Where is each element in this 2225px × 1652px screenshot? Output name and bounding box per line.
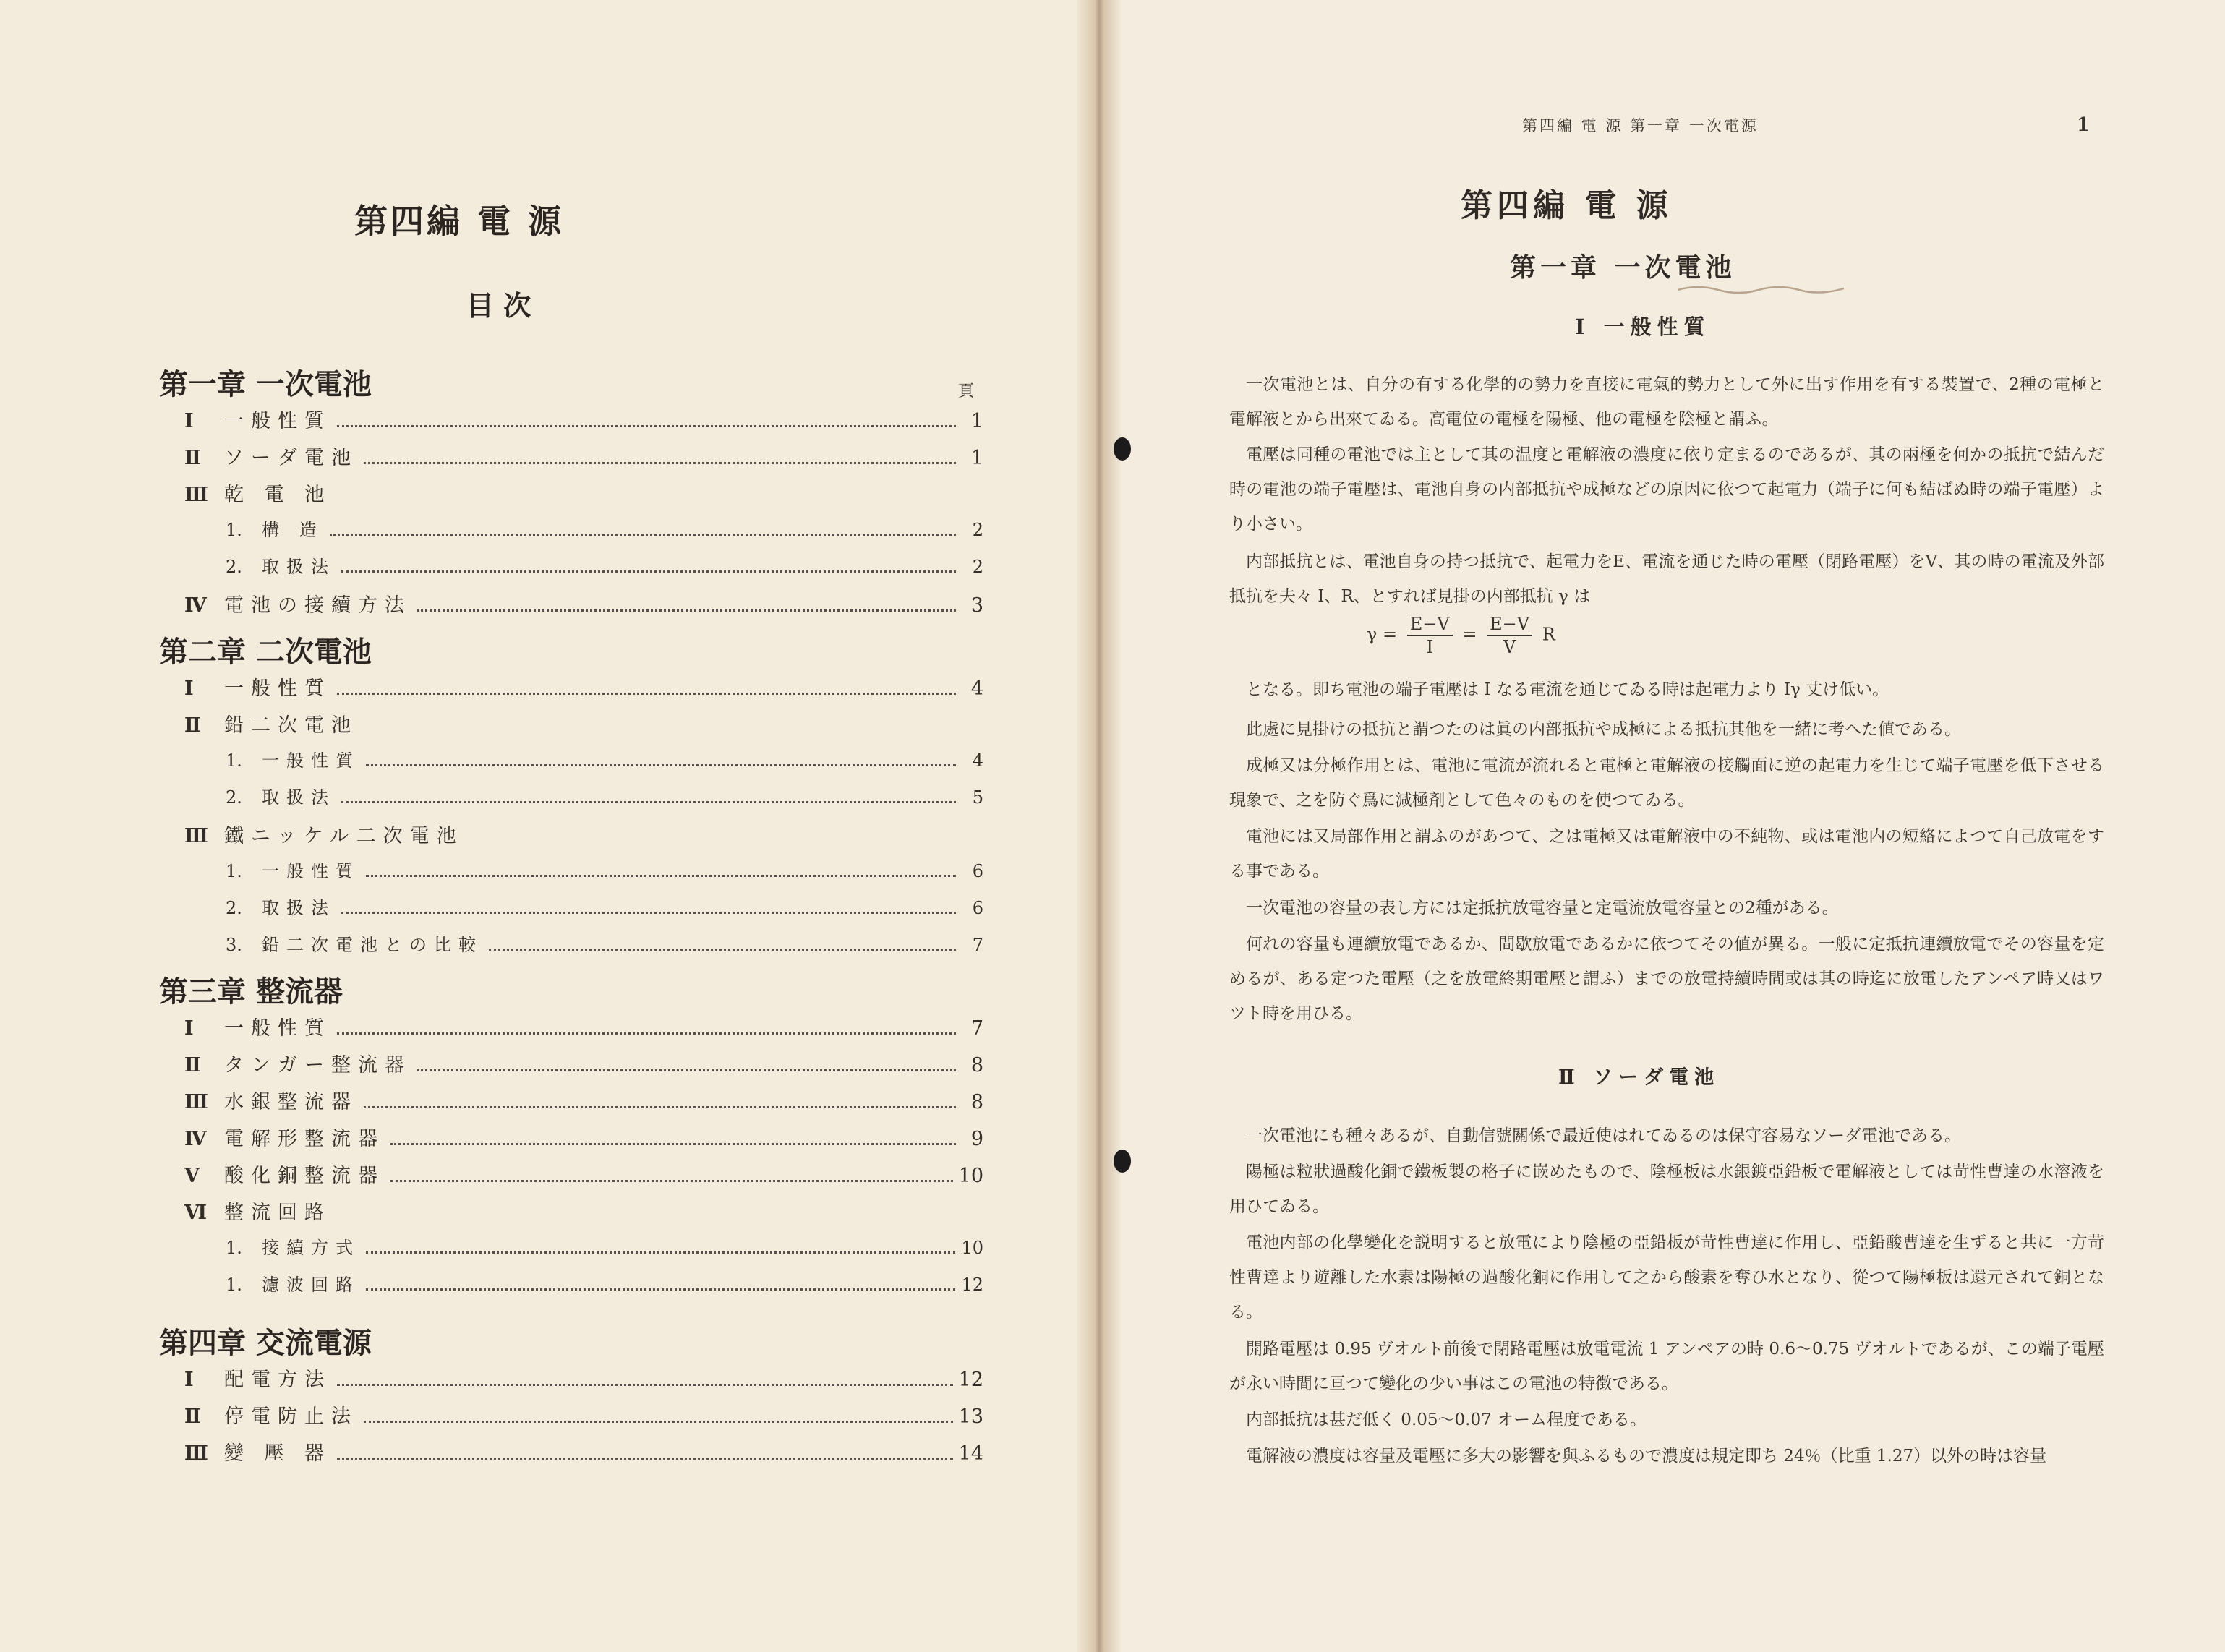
toc-entry-number: Ⅳ xyxy=(184,1128,207,1150)
section-1-paragraph: 電壓は同種の電池では主として其の温度と電解液の濃度に依り定まるのであるが、其の兩極を何かの抵抗で結んだ時の電池の端子電壓は、電池自身の内部抵抗や成極などの原因に依つて起電力（端子に何も結ばぬ時の端子電壓）より小さい。 xyxy=(1229,445,2105,534)
toc-entry-page: 1 xyxy=(970,447,983,469)
toc-leader-dots xyxy=(364,462,956,464)
toc-entry-number: Ⅲ xyxy=(184,1091,208,1113)
section-1-paragraph: 内部抵抗とは、電池自身の持つ抵抗で、起電力をE、電流を通じた時の電壓（閉路電壓）をV、其の時の電流及外部抵抗を夫々 I、R、とすれば見掛の内部抵抗 γ は xyxy=(1229,552,2104,606)
toc-entry-number: Ⅲ xyxy=(184,484,208,506)
formula-equals: = xyxy=(1462,624,1477,645)
toc-entry-label: 水銀整流器 xyxy=(224,1091,358,1113)
toc-leader-dots xyxy=(417,1069,956,1071)
toc-entry-label: 整流回路 xyxy=(224,1202,331,1224)
formula-tail: R xyxy=(1542,624,1555,645)
toc-entry-label: 電池の接續方法 xyxy=(224,594,411,617)
toc-entry-label: 一般性質 xyxy=(224,410,331,432)
toc-entry-number: Ⅰ xyxy=(184,1017,194,1040)
toc-leader-dots xyxy=(341,912,956,914)
toc-entry-number: Ⅰ xyxy=(184,410,194,432)
toc-entry-number: 2. xyxy=(226,557,242,577)
formula-fraction-1 xyxy=(1407,613,1453,658)
section-1-paragraph: 一次電池とは、自分の有する化學的の勢力を直接に電氣的勢力として外に出す作用を有する裝置で、2種の電極と電解液とから出來てゐる。高電位の電極を陽極、他の電極を陰極と謂ふ。 xyxy=(1229,375,2104,429)
toc-entry-page: 2 xyxy=(972,557,983,577)
toc-entry-number: Ⅳ xyxy=(184,594,207,617)
chapter-title: 第一章 一次電池 xyxy=(1510,252,1736,283)
toc-entry xyxy=(226,783,983,812)
toc-entry-page: 14 xyxy=(958,1442,983,1465)
toc-leader-dots xyxy=(366,1251,955,1254)
toc-leader-dots xyxy=(489,949,956,951)
toc-leader-dots xyxy=(341,801,956,803)
toc-entry xyxy=(184,479,983,508)
right-part-title: 第四編 電 源 xyxy=(1461,187,1673,224)
toc-entry xyxy=(184,1012,983,1041)
toc-entry-page: 3 xyxy=(970,594,983,617)
binding-stitch-upper xyxy=(1114,437,1131,461)
toc-entry-page: 1 xyxy=(970,410,983,432)
toc-entry-label: 取扱法 xyxy=(262,557,336,577)
section-1-paragraph: 何れの容量も連續放電であるか、間歇放電であるかに依つてその値が異る。一般に定抵抗連續放電でその容量を定めるが、ある定つた電壓（之を放電終期電壓と謂ふ）までの放電持續時間或は其の時迄に放電したアンペア時又はワツト時を用ひる。 xyxy=(1229,935,2104,1023)
toc-entry-label: 停電防止法 xyxy=(224,1405,358,1428)
toc-entry-label: 變 壓 器 xyxy=(224,1442,332,1465)
toc-entry xyxy=(184,442,983,471)
toc-entry-label: 鐵ニッケル二次電池 xyxy=(224,825,464,847)
toc-entry-number: Ⅱ xyxy=(184,447,201,469)
section-1-paragraph: となる。即ち電池の端子電壓は I なる電流を通じてゐる時は起電力より Iγ 丈け低い。 xyxy=(1246,680,1889,699)
toc-entry-number: 1. xyxy=(226,861,242,881)
toc-entry-number: Ⅲ xyxy=(184,825,208,847)
toc-entry-page: 4 xyxy=(970,677,983,700)
formula-frac1-denominator: I xyxy=(1426,637,1433,657)
toc-entry xyxy=(184,1364,983,1392)
book-gutter xyxy=(1077,0,1121,1652)
toc-entry-page: 12 xyxy=(961,1275,983,1295)
toc-leader-dots xyxy=(337,1458,952,1460)
toc-entry-page: 10 xyxy=(961,1238,983,1258)
toc-heading: 目 次 xyxy=(466,289,531,322)
toc-entry-number: Ⅱ xyxy=(184,1054,201,1077)
toc-entry-number: 2. xyxy=(226,898,242,918)
section-2-paragraph: 開路電壓は 0.95 ヴオルト前後で閉路電壓は放電電流 1 アンペアの時 0.6～0.75 ヴオルトであるが、この端子電壓が永い時間に亘つて變化の少い事はこの電池の特徴である。 xyxy=(1229,1340,2104,1393)
toc-entry xyxy=(226,1270,983,1299)
toc-entry-page: 8 xyxy=(970,1054,983,1077)
toc-entry-number: Ⅱ xyxy=(184,1405,201,1428)
toc-chapter-title: 第一章 一次電池 xyxy=(159,367,372,401)
toc-leader-dots xyxy=(364,1421,953,1423)
formula-lhs: γ = xyxy=(1367,624,1398,645)
toc-leader-dots xyxy=(364,1106,956,1108)
section-1-paragraph: 成極又は分極作用とは、電池に電流が流れると電極と電解液の接觸面に逆の起電力を生じて端子電壓を低下させる現象で、之を防ぐ爲に減極剤として色々のものを使つてゐる。 xyxy=(1229,756,2105,810)
toc-entry-label: 濾波回路 xyxy=(262,1275,360,1295)
toc-entry xyxy=(226,746,983,775)
toc-entry-label: 構 造 xyxy=(262,520,324,540)
running-head: 第四編 電 源 第一章 一次電源 xyxy=(1522,117,1759,134)
toc-entry-number: Ⅰ xyxy=(184,1369,194,1391)
page-column-label: 頁 xyxy=(958,382,975,401)
toc-entry-label: 乾 電 池 xyxy=(224,484,332,506)
toc-entry-number: Ⅵ xyxy=(184,1202,208,1224)
toc-entry-number: 1. xyxy=(226,1275,242,1295)
section-1-title: Ⅰ 一般性質 xyxy=(1575,314,1711,339)
toc-entry xyxy=(184,709,983,738)
formula-frac2-denominator: V xyxy=(1503,637,1516,657)
toc-entry-label: 配電方法 xyxy=(224,1369,331,1391)
toc-entry-page: 6 xyxy=(972,861,983,881)
section-1-paragraph: 此處に見掛けの抵抗と謂つたのは眞の内部抵抗や成極による抵抗其他を一緒に考へた値である。 xyxy=(1246,720,1961,739)
formula-frac2-numerator: E−V xyxy=(1487,613,1532,636)
toc-entry-page: 7 xyxy=(972,935,983,955)
page-number: 1 xyxy=(2077,114,2093,136)
toc-entry xyxy=(184,589,983,618)
section-2-paragraph: 一次電池にも種々あるが、自動信號關係で最近使はれてゐるのは保守容易なソーダ電池である。 xyxy=(1246,1126,1961,1145)
toc-leader-dots xyxy=(337,693,956,695)
toc-leader-dots xyxy=(417,609,956,612)
pencil-underline-mark xyxy=(1678,284,1844,294)
section-2-paragraph: 陽極は粒狀過酸化銅で鐵板製の格子に嵌めたもので、陰極板は水銀鍍亞鉛板で電解液としては苛性曹達の水溶液を用ひてゐる。 xyxy=(1229,1163,2104,1216)
toc-entry-label: 一般性質 xyxy=(262,750,360,771)
toc-leader-dots xyxy=(330,534,956,536)
toc-entry-page: 6 xyxy=(972,898,983,918)
toc-entry-label: ソーダ電池 xyxy=(224,447,358,469)
toc-entry xyxy=(184,672,983,701)
toc-entry-page: 2 xyxy=(972,520,983,540)
toc-entry-label: 取扱法 xyxy=(262,787,336,808)
toc-entry-label: 鉛二次電池 xyxy=(224,714,358,737)
toc-entry-number: Ⅱ xyxy=(184,714,201,737)
toc-entry-label: 酸化銅整流器 xyxy=(224,1165,385,1187)
toc-entry xyxy=(184,1197,983,1225)
toc-entry xyxy=(184,820,983,849)
toc-entry-label: 一般性質 xyxy=(224,1017,331,1040)
internal-resistance-formula xyxy=(1367,613,1555,658)
toc-leader-dots xyxy=(337,1384,953,1386)
toc-leader-dots xyxy=(341,570,956,573)
toc-entry-page: 12 xyxy=(958,1369,983,1391)
toc-entry xyxy=(184,1400,983,1429)
toc-entry-number: Ⅲ xyxy=(184,1442,208,1465)
toc-chapter-title: 第二章 二次電池 xyxy=(159,635,372,669)
section-1-paragraph: 一次電池の容量の表し方には定抵抗放電容量と定電流放電容量との2種がある。 xyxy=(1246,899,1839,917)
toc-leader-dots xyxy=(366,1288,955,1291)
toc-entry xyxy=(184,1437,983,1466)
binding-stitch-lower xyxy=(1114,1150,1131,1173)
toc-entry-label: 接續方式 xyxy=(262,1238,360,1258)
toc-entry xyxy=(226,894,983,923)
toc-entry xyxy=(226,552,983,581)
toc-entry-page: 10 xyxy=(958,1165,983,1187)
toc-entry-label: 電解形整流器 xyxy=(224,1128,385,1150)
toc-entry-page: 8 xyxy=(970,1091,983,1113)
section-2-paragraph: 電解液の濃度は容量及電壓に多大の影響を與ふるもので濃度は規定即ち 24％（比重 1.27）以外の時は容量 xyxy=(1246,1447,2047,1465)
toc-entry-number: 3. xyxy=(226,935,242,955)
toc-entry-label: 一般性質 xyxy=(224,677,331,700)
formula-frac1-numerator: E−V xyxy=(1407,613,1453,636)
section-1-paragraph: 電池には又局部作用と謂ふのがあつて、之は電極又は電解液中の不純物、或は電池内の短絡によつて自己放電をする事である。 xyxy=(1229,827,2104,881)
formula-fraction-2 xyxy=(1487,613,1532,658)
toc-entry-label: 鉛二次電池との比較 xyxy=(262,935,483,955)
toc-entry-page: 5 xyxy=(972,787,983,808)
toc-chapter-title: 第四章 交流電源 xyxy=(159,1326,372,1360)
section-2-paragraph: 電池内部の化學變化を説明すると放電により陰極の亞鉛板が苛性曹達に作用し、亞鉛酸曹達を生ずると共に一方苛性曹達より遊離した水素は陽極の過酸化銅に作用して之から酸素を奪ひ水となり、從つて陽極板は還元されて銅となる。 xyxy=(1229,1233,2105,1322)
toc-entry-number: 1. xyxy=(226,1238,242,1258)
toc-leader-dots xyxy=(337,1032,956,1035)
toc-entry xyxy=(184,1049,983,1078)
toc-entry xyxy=(226,515,983,544)
toc-entry-label: 一般性質 xyxy=(262,861,360,881)
toc-entry-number: 2. xyxy=(226,787,242,808)
toc-entry xyxy=(226,857,983,886)
toc-entry xyxy=(184,1160,983,1189)
toc-leader-dots xyxy=(390,1180,953,1182)
toc-entry-number: Ⅴ xyxy=(184,1165,200,1187)
toc-leader-dots xyxy=(366,875,956,877)
toc-entry-label: 取扱法 xyxy=(262,898,336,918)
toc-entry xyxy=(226,1233,983,1262)
toc-entry-number: Ⅰ xyxy=(184,677,194,700)
toc-entry-number: 1. xyxy=(226,750,242,771)
toc-leader-dots xyxy=(390,1143,956,1145)
toc-entry xyxy=(184,1123,983,1152)
toc-leader-dots xyxy=(366,764,956,766)
toc-entry-page: 9 xyxy=(970,1128,983,1150)
toc-entry-page: 4 xyxy=(972,750,983,771)
toc-entry-page: 7 xyxy=(970,1017,983,1040)
toc-entry-page: 13 xyxy=(958,1405,983,1428)
toc-entry xyxy=(184,1086,983,1115)
toc-chapter-title: 第三章 整流器 xyxy=(159,975,343,1009)
toc-entry-number: 1. xyxy=(226,520,242,540)
toc-entry-label: タンガー整流器 xyxy=(224,1054,411,1077)
section-2-paragraph: 内部抵抗は甚だ低く 0.05～0.07 オーム程度である。 xyxy=(1246,1411,1647,1429)
toc-leader-dots xyxy=(337,425,956,427)
section-2-title: Ⅱ ソーダ電池 xyxy=(1558,1066,1720,1089)
toc-entry xyxy=(184,405,983,434)
left-part-title: 第四編 電 源 xyxy=(354,202,565,241)
toc-entry xyxy=(226,930,983,959)
